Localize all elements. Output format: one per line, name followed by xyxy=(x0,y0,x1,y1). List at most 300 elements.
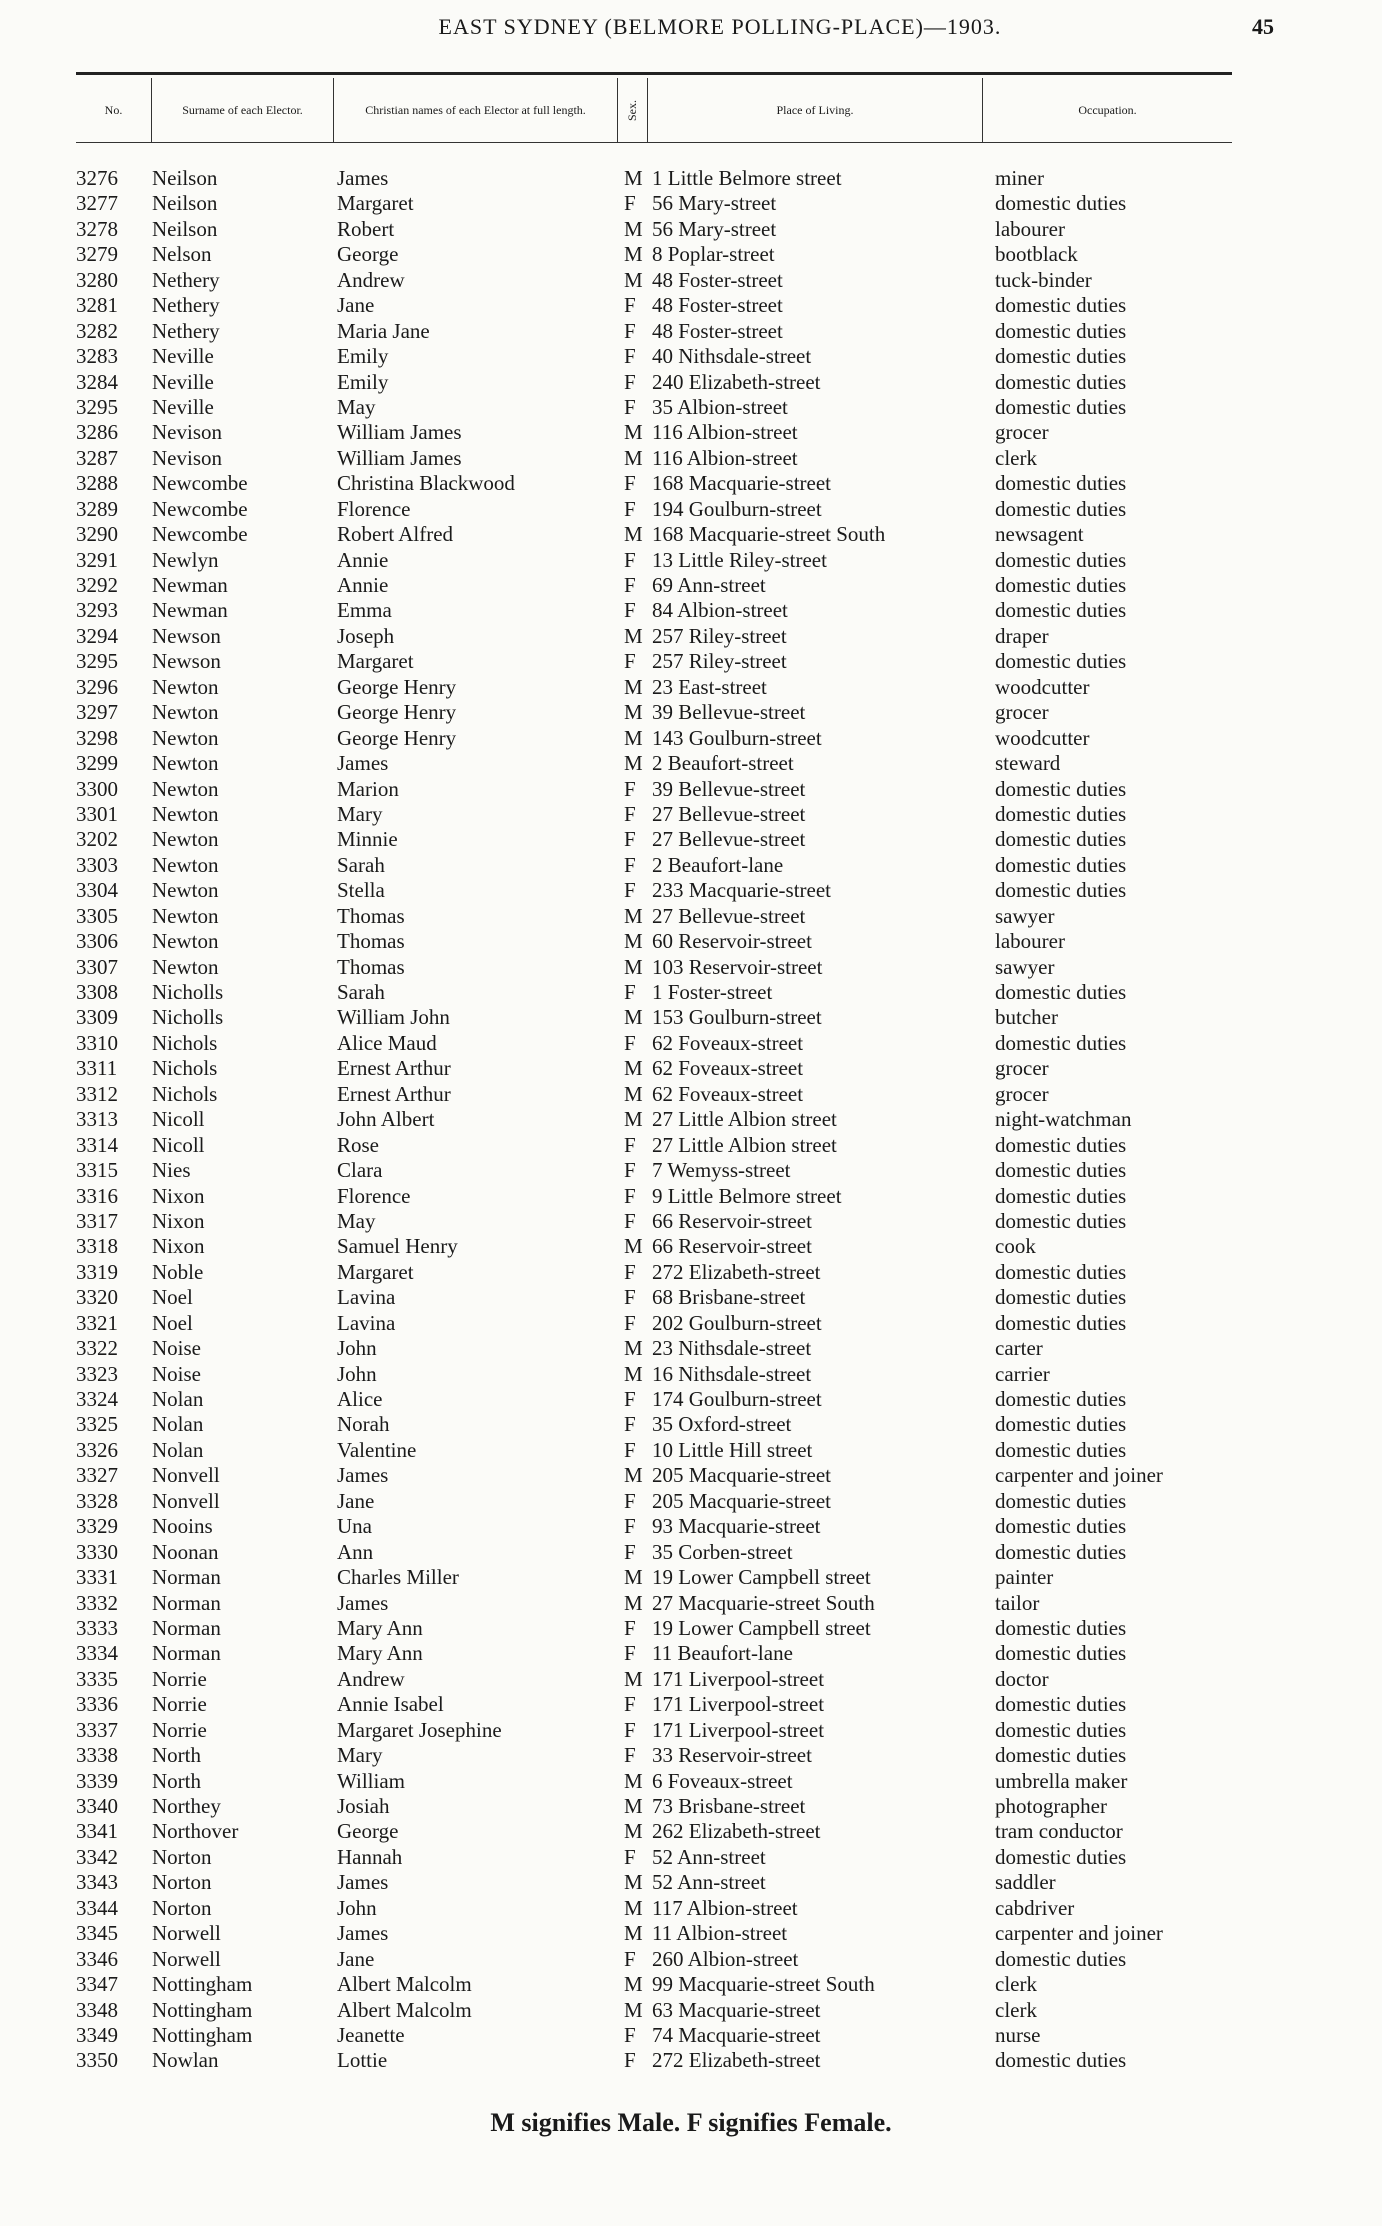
occupation: domestic duties xyxy=(995,1132,1127,1157)
table-row xyxy=(0,548,1382,573)
christian-names: Una xyxy=(337,1514,372,1539)
place-of-living: 1 Foster-street xyxy=(652,980,773,1004)
christian-names: Margaret xyxy=(337,649,414,674)
christian-names: Lavina xyxy=(337,1285,396,1310)
elector-number: 3305 xyxy=(76,903,118,928)
sex: F xyxy=(624,2048,636,2073)
table-row xyxy=(0,700,1382,725)
christian-names: Alice xyxy=(337,1387,383,1411)
table-row xyxy=(0,319,1382,344)
christian-names: John Albert xyxy=(337,1107,435,1132)
sex: F xyxy=(624,573,636,597)
elector-number: 3335 xyxy=(76,1666,118,1691)
surname: Newton xyxy=(152,878,219,903)
occupation: domestic duties xyxy=(995,1259,1127,1284)
table-row xyxy=(0,929,1382,954)
christian-names: Maria Jane xyxy=(337,318,430,343)
sex: F xyxy=(624,394,636,419)
elector-number: 3336 xyxy=(76,1692,118,1717)
sex: M xyxy=(624,1234,643,1259)
place-of-living: 60 Reservoir-street xyxy=(652,929,812,954)
place-of-living: 116 Albion-street xyxy=(652,420,798,445)
sex: F xyxy=(624,1387,636,1411)
sex: M xyxy=(624,1794,643,1818)
occupation: domestic duties xyxy=(995,547,1127,572)
elector-number: 3290 xyxy=(76,522,118,547)
surname: Nottingham xyxy=(152,1997,253,2022)
table-row xyxy=(0,955,1382,980)
occupation: domestic duties xyxy=(995,1641,1127,1666)
sex: M xyxy=(624,1081,643,1106)
occupation: domestic duties xyxy=(995,878,1127,903)
occupation: sawyer xyxy=(995,954,1055,979)
elector-number: 3325 xyxy=(76,1412,118,1437)
sex: F xyxy=(624,878,636,903)
table-row xyxy=(0,598,1382,623)
sex: M xyxy=(624,1107,643,1132)
column-header-sex xyxy=(618,78,648,142)
surname: Neilson xyxy=(152,191,218,216)
surname: Newton xyxy=(152,674,219,699)
sex: F xyxy=(624,1259,636,1284)
surname: Noble xyxy=(152,1259,204,1284)
top-rule xyxy=(76,72,1232,75)
occupation: domestic duties xyxy=(995,344,1127,369)
elector-number: 3342 xyxy=(76,1844,118,1869)
surname: Norton xyxy=(152,1844,212,1869)
place-of-living: 84 Albion-street xyxy=(652,598,788,623)
christian-names: Albert Malcolm xyxy=(337,1972,472,1997)
place-of-living: 10 Little Hill street xyxy=(652,1437,813,1462)
christian-names: Sarah xyxy=(337,852,385,877)
christian-names: John xyxy=(337,1895,377,1920)
elector-number: 3329 xyxy=(76,1514,118,1539)
place-of-living: 272 Elizabeth-street xyxy=(652,1259,821,1284)
sex: F xyxy=(624,344,636,369)
occupation: carpenter and joiner xyxy=(995,1463,1163,1488)
surname: Newton xyxy=(152,725,219,750)
christian-names: Annie xyxy=(337,573,389,597)
place-of-living: 1 Little Belmore street xyxy=(652,166,842,190)
place-of-living: 171 Liverpool-street xyxy=(652,1717,825,1742)
elector-number: 3300 xyxy=(76,776,118,801)
surname: Noonan xyxy=(152,1539,219,1564)
occupation: steward xyxy=(995,751,1061,776)
place-of-living: 7 Wemyss-street xyxy=(652,1158,791,1183)
place-of-living: 171 Liverpool-street xyxy=(652,1666,825,1691)
christian-names: Florence xyxy=(337,1183,411,1208)
place-of-living: 48 Foster-street xyxy=(652,318,783,343)
sex: F xyxy=(624,1946,636,1971)
surname: Noel xyxy=(152,1310,193,1335)
column-header-no: No. xyxy=(76,78,152,142)
christian-names: Emily xyxy=(337,344,389,369)
sex: M xyxy=(624,700,643,725)
table-row xyxy=(0,217,1382,242)
occupation: clerk xyxy=(995,1997,1037,2022)
elector-number: 3328 xyxy=(76,1488,118,1513)
place-of-living: 168 Macquarie-street South xyxy=(652,522,886,547)
elector-number: 3293 xyxy=(76,598,118,623)
sex: M xyxy=(624,751,643,776)
occupation: newsagent xyxy=(995,522,1084,547)
place-of-living: 66 Reservoir-street xyxy=(652,1234,812,1259)
surname: Nooins xyxy=(152,1514,213,1539)
christian-names: Josiah xyxy=(337,1794,390,1818)
occupation: carter xyxy=(995,1336,1043,1361)
christian-names: Jane xyxy=(337,1946,375,1971)
place-of-living: 23 East-street xyxy=(652,674,767,699)
surname: Norton xyxy=(152,1870,212,1895)
occupation: domestic duties xyxy=(995,1183,1127,1208)
occupation: domestic duties xyxy=(995,1692,1127,1717)
elector-number: 3279 xyxy=(76,242,118,267)
place-of-living: 35 Oxford-street xyxy=(652,1412,792,1437)
table-row xyxy=(0,2048,1382,2073)
place-of-living: 13 Little Riley-street xyxy=(652,547,827,572)
elector-number: 3304 xyxy=(76,878,118,903)
place-of-living: 73 Brisbane-street xyxy=(652,1794,806,1818)
place-of-living: 6 Foveaux-street xyxy=(652,1768,793,1793)
sex: M xyxy=(624,1056,643,1081)
elector-number: 3313 xyxy=(76,1107,118,1132)
place-of-living: 27 Little Albion street xyxy=(652,1107,837,1132)
table-row xyxy=(0,1972,1382,1997)
occupation: domestic duties xyxy=(995,293,1127,318)
occupation: domestic duties xyxy=(995,369,1127,394)
surname: Nowlan xyxy=(152,2048,219,2073)
christian-names: Joseph xyxy=(337,623,395,648)
elector-number: 3350 xyxy=(76,2048,118,2073)
christian-names: May xyxy=(337,394,376,419)
sex: M xyxy=(624,166,643,190)
elector-number: 3312 xyxy=(76,1081,118,1106)
table-row xyxy=(0,268,1382,293)
sex: F xyxy=(624,1615,636,1640)
occupation: domestic duties xyxy=(995,598,1127,623)
sex: M xyxy=(624,1768,643,1793)
elector-number: 3295 xyxy=(76,649,118,674)
place-of-living: 19 Lower Campbell street xyxy=(652,1615,871,1640)
table-row xyxy=(0,1209,1382,1234)
sex: F xyxy=(624,801,636,826)
table-row xyxy=(0,1667,1382,1692)
occupation: clerk xyxy=(995,1972,1037,1997)
elector-number: 3314 xyxy=(76,1132,118,1157)
christian-names: Florence xyxy=(337,496,411,521)
elector-number: 3324 xyxy=(76,1387,118,1411)
sex: M xyxy=(624,623,643,648)
christian-names: George xyxy=(337,242,399,267)
surname: Neilson xyxy=(152,216,218,241)
occupation: domestic duties xyxy=(995,1412,1127,1437)
occupation: domestic duties xyxy=(995,318,1127,343)
occupation: domestic duties xyxy=(995,649,1127,674)
table-row xyxy=(0,1998,1382,2023)
table-row xyxy=(0,904,1382,929)
christian-names: John xyxy=(337,1361,377,1386)
elector-number: 3303 xyxy=(76,852,118,877)
sex: F xyxy=(624,1158,636,1183)
surname: North xyxy=(152,1768,201,1793)
occupation: bootblack xyxy=(995,242,1078,267)
place-of-living: 168 Macquarie-street xyxy=(652,471,832,496)
christian-names: Margaret xyxy=(337,191,414,216)
occupation: carrier xyxy=(995,1361,1050,1386)
table-row xyxy=(0,1285,1382,1310)
occupation: domestic duties xyxy=(995,573,1127,597)
surname: Newman xyxy=(152,598,228,623)
place-of-living: 27 Bellevue-street xyxy=(652,903,806,928)
christian-names: Thomas xyxy=(337,954,405,979)
sex: M xyxy=(624,1005,643,1030)
elector-number: 3318 xyxy=(76,1234,118,1259)
elector-number: 3306 xyxy=(76,929,118,954)
elector-number: 3349 xyxy=(76,2022,118,2047)
elector-number: 3294 xyxy=(76,623,118,648)
elector-number: 3331 xyxy=(76,1565,118,1590)
surname: Neville xyxy=(152,394,214,419)
place-of-living: 11 Beaufort-lane xyxy=(652,1641,793,1666)
surname: Noel xyxy=(152,1285,193,1310)
surname: Northey xyxy=(152,1794,221,1818)
table-row xyxy=(0,1387,1382,1412)
place-of-living: 205 Macquarie-street xyxy=(652,1463,832,1488)
place-of-living: 48 Foster-street xyxy=(652,293,783,318)
elector-number: 3278 xyxy=(76,216,118,241)
sex: F xyxy=(624,1310,636,1335)
surname: Norrie xyxy=(152,1666,207,1691)
sex: F xyxy=(624,1539,636,1564)
surname: Noise xyxy=(152,1336,201,1361)
table-row xyxy=(0,1616,1382,1641)
christian-names: George Henry xyxy=(337,700,457,725)
christian-names: James xyxy=(337,1463,389,1488)
table-row xyxy=(0,573,1382,598)
place-of-living: 27 Macquarie-street South xyxy=(652,1590,875,1615)
christian-names: William James xyxy=(337,445,462,470)
surname: Newton xyxy=(152,852,219,877)
place-of-living: 174 Goulburn-street xyxy=(652,1387,822,1411)
elector-number: 3317 xyxy=(76,1208,118,1233)
surname: Newcombe xyxy=(152,496,248,521)
sex: M xyxy=(624,420,643,445)
sex: F xyxy=(624,1743,636,1768)
surname: Nixon xyxy=(152,1183,205,1208)
occupation: labourer xyxy=(995,929,1065,954)
place-of-living: 260 Albion-street xyxy=(652,1946,799,1971)
occupation: painter xyxy=(995,1565,1054,1590)
christian-names: Norah xyxy=(337,1412,390,1437)
surname: Nolan xyxy=(152,1387,204,1411)
elector-number: 3301 xyxy=(76,801,118,826)
elector-number: 3298 xyxy=(76,725,118,750)
surname: Nonvell xyxy=(152,1463,220,1488)
elector-number: 3296 xyxy=(76,674,118,699)
elector-number: 3297 xyxy=(76,700,118,725)
place-of-living: 19 Lower Campbell street xyxy=(652,1565,871,1590)
place-of-living: 16 Nithsdale-street xyxy=(652,1361,812,1386)
surname: Nicoll xyxy=(152,1132,205,1157)
sex: M xyxy=(624,725,643,750)
occupation: domestic duties xyxy=(995,776,1127,801)
sex: M xyxy=(624,929,643,954)
surname: Newson xyxy=(152,623,221,648)
sex: F xyxy=(624,1208,636,1233)
sex: M xyxy=(624,267,643,292)
surname: Newcombe xyxy=(152,522,248,547)
christian-names: John xyxy=(337,1336,377,1361)
occupation: domestic duties xyxy=(995,471,1127,496)
christian-names: Mary Ann xyxy=(337,1641,423,1666)
table-row xyxy=(0,1056,1382,1081)
table-row xyxy=(0,751,1382,776)
elector-number: 3295 xyxy=(76,394,118,419)
sex: F xyxy=(624,471,636,496)
christian-names: Ann xyxy=(337,1539,374,1564)
table-row xyxy=(0,1565,1382,1590)
place-of-living: 66 Reservoir-street xyxy=(652,1208,812,1233)
christian-names: Andrew xyxy=(337,1666,405,1691)
elector-number: 3307 xyxy=(76,954,118,979)
table-row xyxy=(0,1412,1382,1437)
elector-number: 3282 xyxy=(76,318,118,343)
sex-legend-footer: M signifies Male. F signifies Female. xyxy=(490,2108,892,2137)
surname: Norrie xyxy=(152,1692,207,1717)
occupation: cook xyxy=(995,1234,1036,1259)
occupation: domestic duties xyxy=(995,394,1127,419)
christian-names: Thomas xyxy=(337,903,405,928)
occupation: miner xyxy=(995,166,1044,190)
sex: M xyxy=(624,954,643,979)
surname: Nethery xyxy=(152,318,220,343)
place-of-living: 2 Beaufort-street xyxy=(652,751,794,776)
elector-number: 3277 xyxy=(76,191,118,216)
table-row xyxy=(0,675,1382,700)
elector-number: 3276 xyxy=(76,166,118,190)
surname: Nies xyxy=(152,1158,191,1183)
table-row xyxy=(0,802,1382,827)
place-of-living: 202 Goulburn-street xyxy=(652,1310,822,1335)
column-header-sex-label: Sex. xyxy=(625,99,639,121)
christian-names: Jane xyxy=(337,293,375,318)
surname: Nicoll xyxy=(152,1107,205,1132)
place-of-living: 62 Foveaux-street xyxy=(652,1030,804,1055)
occupation: domestic duties xyxy=(995,1158,1127,1183)
table-row xyxy=(0,293,1382,318)
surname: Norman xyxy=(152,1615,221,1640)
place-of-living: 39 Bellevue-street xyxy=(652,776,806,801)
surname: Nethery xyxy=(152,267,220,292)
elector-number: 3310 xyxy=(76,1030,118,1055)
place-of-living: 11 Albion-street xyxy=(652,1921,788,1946)
elector-number: 3308 xyxy=(76,980,118,1004)
elector-number: 3319 xyxy=(76,1259,118,1284)
christian-names: Christina Blackwood xyxy=(337,471,515,496)
sex: F xyxy=(624,2022,636,2047)
occupation: domestic duties xyxy=(995,1717,1127,1742)
table-row xyxy=(0,1514,1382,1539)
place-of-living: 68 Brisbane-street xyxy=(652,1285,806,1310)
elector-number: 3202 xyxy=(76,827,118,852)
surname: Norman xyxy=(152,1590,221,1615)
surname: Nicholls xyxy=(152,1005,224,1030)
surname: North xyxy=(152,1743,201,1768)
christian-names: Thomas xyxy=(337,929,405,954)
surname: Nichols xyxy=(152,1030,218,1055)
occupation: domestic duties xyxy=(995,1208,1127,1233)
sex: M xyxy=(624,1997,643,2022)
christian-names: Andrew xyxy=(337,267,405,292)
christian-names: Rose xyxy=(337,1132,379,1157)
surname: Nichols xyxy=(152,1056,218,1081)
occupation: tailor xyxy=(995,1590,1040,1615)
christian-names: Charles Miller xyxy=(337,1565,459,1590)
surname: Newton xyxy=(152,801,219,826)
sex: M xyxy=(624,445,643,470)
surname: Newton xyxy=(152,929,219,954)
christian-names: Clara xyxy=(337,1158,383,1183)
occupation: woodcutter xyxy=(995,674,1090,699)
sex: F xyxy=(624,980,636,1004)
elector-number: 3311 xyxy=(76,1056,118,1081)
occupation: domestic duties xyxy=(995,1514,1127,1539)
place-of-living: 62 Foveaux-street xyxy=(652,1056,804,1081)
occupation: domestic duties xyxy=(995,2048,1127,2073)
page-number: 45 xyxy=(1252,14,1274,39)
table-row xyxy=(0,726,1382,751)
christian-names: Robert xyxy=(337,216,395,241)
christian-names: Margaret xyxy=(337,1259,414,1284)
place-of-living: 63 Macquarie-street xyxy=(652,1997,821,2022)
place-of-living: 8 Poplar-street xyxy=(652,242,775,267)
surname: Newton xyxy=(152,827,219,852)
occupation: tram conductor xyxy=(995,1819,1123,1844)
sex: F xyxy=(624,1717,636,1742)
surname: Nelson xyxy=(152,242,212,267)
christian-names: George Henry xyxy=(337,725,457,750)
table-row xyxy=(0,878,1382,903)
table-row xyxy=(0,1438,1382,1463)
elector-table xyxy=(0,166,1382,2074)
sex: M xyxy=(624,1870,643,1895)
occupation: domestic duties xyxy=(995,1946,1127,1971)
occupation: domestic duties xyxy=(995,1310,1127,1335)
surname: Nicholls xyxy=(152,980,224,1004)
place-of-living: 56 Mary-street xyxy=(652,216,777,241)
elector-number: 3338 xyxy=(76,1743,118,1768)
place-of-living: 27 Bellevue-street xyxy=(652,801,806,826)
elector-number: 3280 xyxy=(76,267,118,292)
table-row xyxy=(0,242,1382,267)
sex: F xyxy=(624,598,636,623)
sex: F xyxy=(624,547,636,572)
elector-number: 3283 xyxy=(76,344,118,369)
elector-number: 3327 xyxy=(76,1463,118,1488)
table-row xyxy=(0,446,1382,471)
sex: F xyxy=(624,1692,636,1717)
occupation: grocer xyxy=(995,1081,1049,1106)
christian-names: Mary xyxy=(337,801,383,826)
surname: Newton xyxy=(152,700,219,725)
sex: F xyxy=(624,496,636,521)
page-title: EAST SYDNEY (BELMORE POLLING-PLACE)—1903. xyxy=(438,14,1002,39)
sex: F xyxy=(624,1437,636,1462)
elector-number: 3326 xyxy=(76,1437,118,1462)
surname: Norrie xyxy=(152,1717,207,1742)
place-of-living: 103 Reservoir-street xyxy=(652,954,823,979)
christian-names: Mary Ann xyxy=(337,1615,423,1640)
